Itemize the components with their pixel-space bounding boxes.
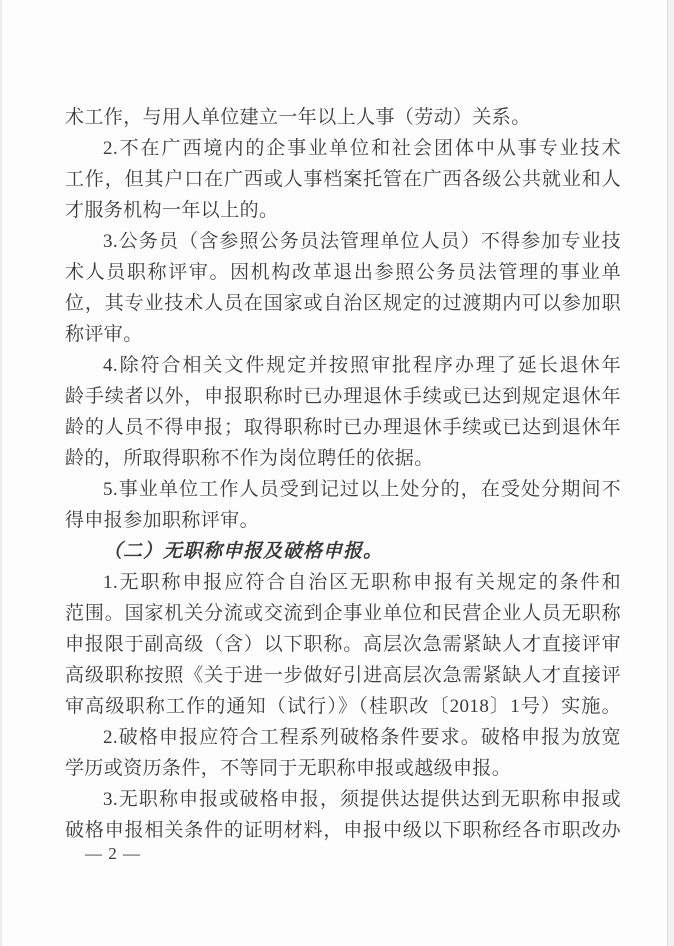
text-line: 术人员职称评审。因机构改革退出参照公务员法管理的事业单 bbox=[65, 262, 621, 283]
text-line: 4.除符合相关文件规定并按照审批程序办理了延长退休年 bbox=[103, 355, 621, 376]
text-line: 3.公务员（含参照公务员法管理单位人员）不得参加专业技 bbox=[103, 231, 621, 252]
paragraph bbox=[65, 350, 621, 474]
text-line: 高级职称按照《关于进一步做好引进高层次急需紧缺人才直接评 bbox=[65, 665, 621, 686]
paragraph bbox=[65, 102, 621, 133]
text-line: 龄的人员不得申报；取得职称时已办理退休手续或已达到退休年 bbox=[65, 417, 621, 438]
text-line: 术工作，与用人单位建立一年以上人事（劳动）关系。 bbox=[65, 107, 531, 128]
text-line: 范围。国家机关分流或交流到企事业单位和民营企业人员无职称 bbox=[65, 603, 621, 624]
text-line: 申报限于副高级（含）以下职称。高层次急需紧缺人才直接评审 bbox=[65, 634, 621, 655]
paragraph bbox=[65, 722, 621, 784]
paragraph bbox=[65, 474, 621, 536]
scan-edge-right bbox=[667, 0, 674, 946]
text-line: 1.无职称申报应符合自治区无职称申报有关规定的条件和 bbox=[103, 572, 621, 593]
text-line: 位，其专业技术人员在国家或自治区规定的过渡期内可以参加职 bbox=[65, 293, 621, 314]
paragraph bbox=[65, 784, 621, 846]
page-number: — 2 — bbox=[85, 844, 141, 863]
text-line: 破格申报相关条件的证明材料，申报中级以下职称经各市职改办 bbox=[65, 820, 621, 841]
text-line: （二）无职称申报及破格申报。 bbox=[103, 541, 384, 562]
text-line: 2.不在广西境内的企事业单位和社会团体中从事专业技术 bbox=[103, 138, 621, 159]
text-line: 审高级职称工作的通知（试行）》（桂职改〔2018〕1号）实施。 bbox=[65, 696, 621, 717]
text-line: 3.无职称申报或破格申报，须提供达提供达到无职称申报或 bbox=[103, 789, 621, 810]
paragraph bbox=[65, 226, 621, 350]
scan-edge-left bbox=[0, 0, 2, 946]
document-content bbox=[65, 102, 621, 846]
text-line: 2.破格申报应符合工程系列破格条件要求。破格申报为放宽 bbox=[103, 727, 621, 748]
paragraph bbox=[65, 133, 621, 226]
text-line: 龄的，所取得职称不作为岗位聘任的依据。 bbox=[65, 448, 434, 469]
text-line: 称评审。 bbox=[65, 324, 143, 345]
text-line: 5.事业单位工作人员受到记过以上处分的，在受处分期间不 bbox=[103, 479, 621, 500]
section-heading bbox=[65, 536, 621, 567]
text-line: 学历或资历条件，不等同于无职称申报或越级申报。 bbox=[65, 758, 512, 779]
text-line: 龄手续者以外，申报职称时已办理退休手续或已达到规定退休年 bbox=[65, 386, 621, 407]
text-line: 工作，但其户口在广西或人事档案托管在广西各级公共就业和人 bbox=[65, 169, 621, 190]
text-line: 才服务机构一年以上的。 bbox=[65, 200, 279, 221]
text-line: 得申报参加职称评审。 bbox=[65, 510, 260, 531]
paragraph bbox=[65, 567, 621, 722]
